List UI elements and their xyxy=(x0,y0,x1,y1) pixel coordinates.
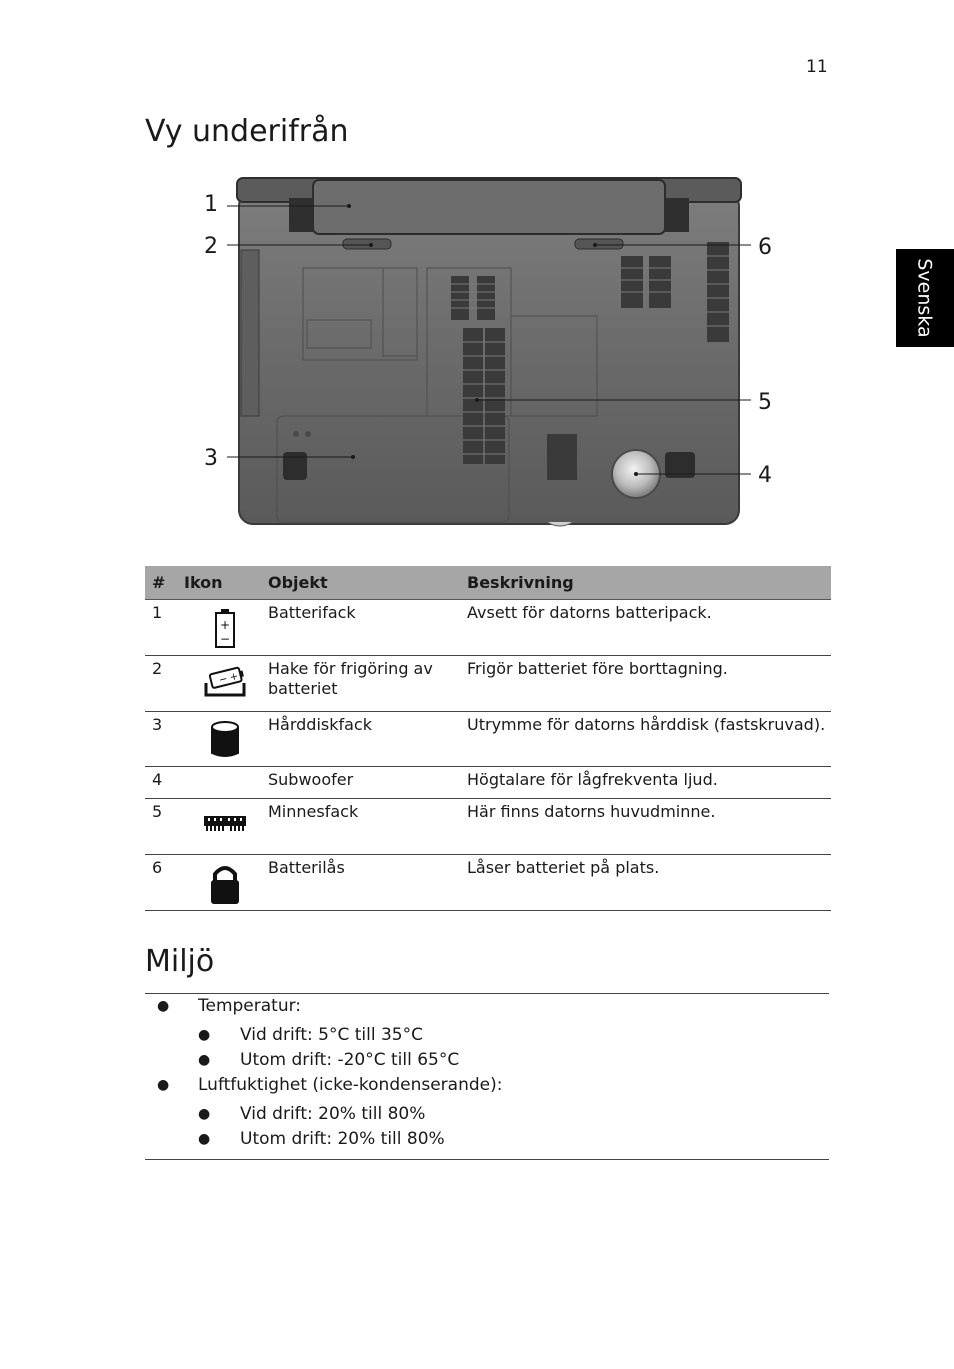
row-object: Batterifack xyxy=(268,600,467,656)
page-number: 11 xyxy=(806,57,828,77)
callout-6: 6 xyxy=(758,235,772,260)
table-header-row xyxy=(145,566,831,600)
table-row xyxy=(145,855,831,911)
hard-disk-icon xyxy=(184,719,268,761)
row-description: Avsett för datorns batteripack. xyxy=(467,600,831,656)
list-item xyxy=(145,1023,829,1048)
row-number: 1 xyxy=(145,600,184,656)
row-object: Subwoofer xyxy=(268,767,467,799)
table-row xyxy=(145,799,831,855)
list-item-label: Temperatur: xyxy=(198,996,302,1016)
language-tab xyxy=(896,249,954,347)
list-item xyxy=(145,1102,829,1127)
row-number: 3 xyxy=(145,712,184,767)
environment-list xyxy=(145,994,829,1152)
callout-4: 4 xyxy=(758,463,772,488)
row-number: 6 xyxy=(145,855,184,911)
table-row xyxy=(145,600,831,656)
header-object: Objekt xyxy=(268,566,467,600)
header-icon: Ikon xyxy=(184,566,268,600)
row-object: Hake för frigöring av batteriet xyxy=(268,656,467,712)
battery-lock-icon xyxy=(184,862,268,906)
list-item-label: Vid drift: 5°C till 35°C xyxy=(240,1025,423,1045)
table-row xyxy=(145,712,831,767)
callout-1: 1 xyxy=(204,192,218,217)
table-row xyxy=(145,767,831,799)
row-object: Hårddiskfack xyxy=(268,712,467,767)
svg-text:+: + xyxy=(219,618,231,632)
svg-text:−: − xyxy=(217,673,229,687)
list-item-label: Luftfuktighet (icke-kondenserande): xyxy=(198,1075,503,1095)
list-item-label: Utom drift: 20% till 80% xyxy=(240,1129,445,1149)
svg-text:−: − xyxy=(219,632,231,646)
row-number: 4 xyxy=(145,767,184,799)
row-number: 2 xyxy=(145,656,184,712)
list-item xyxy=(145,1127,829,1152)
list-item xyxy=(145,1073,829,1097)
list-item-label: Vid drift: 20% till 80% xyxy=(240,1104,426,1124)
callout-3: 3 xyxy=(204,446,218,471)
list-item xyxy=(145,994,829,1018)
row-object: Batterilås xyxy=(268,855,467,911)
list-item-label: Utom drift: -20°C till 65°C xyxy=(240,1050,460,1070)
row-description: Högtalare för lågfrekventa ljud. xyxy=(467,767,831,799)
bullet: ● xyxy=(157,1077,170,1093)
laptop-bottom-illustration xyxy=(195,172,785,537)
language-tab-label: Svenska xyxy=(914,258,936,338)
bullet: ● xyxy=(198,1106,211,1122)
table-row xyxy=(145,656,831,712)
row-description: Utrymme för datorns hårddisk (fastskruvad). xyxy=(467,712,831,767)
svg-text:+: + xyxy=(228,670,240,684)
callout-5: 5 xyxy=(758,390,772,415)
bottom-view-table xyxy=(145,566,831,911)
row-description: Här finns datorns huvudminne. xyxy=(467,799,831,855)
row-description: Låser batteriet på plats. xyxy=(467,855,831,911)
header-number: # xyxy=(145,566,184,600)
list-item xyxy=(145,1048,829,1073)
section-title-bottom-view: Vy underifrån xyxy=(145,114,349,149)
row-description: Frigör batteriet före borttagning. xyxy=(467,656,831,712)
row-object: Minnesfack xyxy=(268,799,467,855)
section-title-environment: Miljö xyxy=(145,944,215,979)
bullet: ● xyxy=(198,1131,211,1147)
bullet: ● xyxy=(198,1052,211,1068)
battery-release-icon xyxy=(184,663,268,703)
environment-bottom-rule xyxy=(145,1159,829,1160)
bullet: ● xyxy=(157,998,170,1014)
header-description: Beskrivning xyxy=(467,566,831,600)
memory-icon xyxy=(184,806,268,836)
row-number: 5 xyxy=(145,799,184,855)
bullet: ● xyxy=(198,1027,211,1043)
callout-2: 2 xyxy=(204,234,218,259)
battery-icon xyxy=(184,607,268,651)
